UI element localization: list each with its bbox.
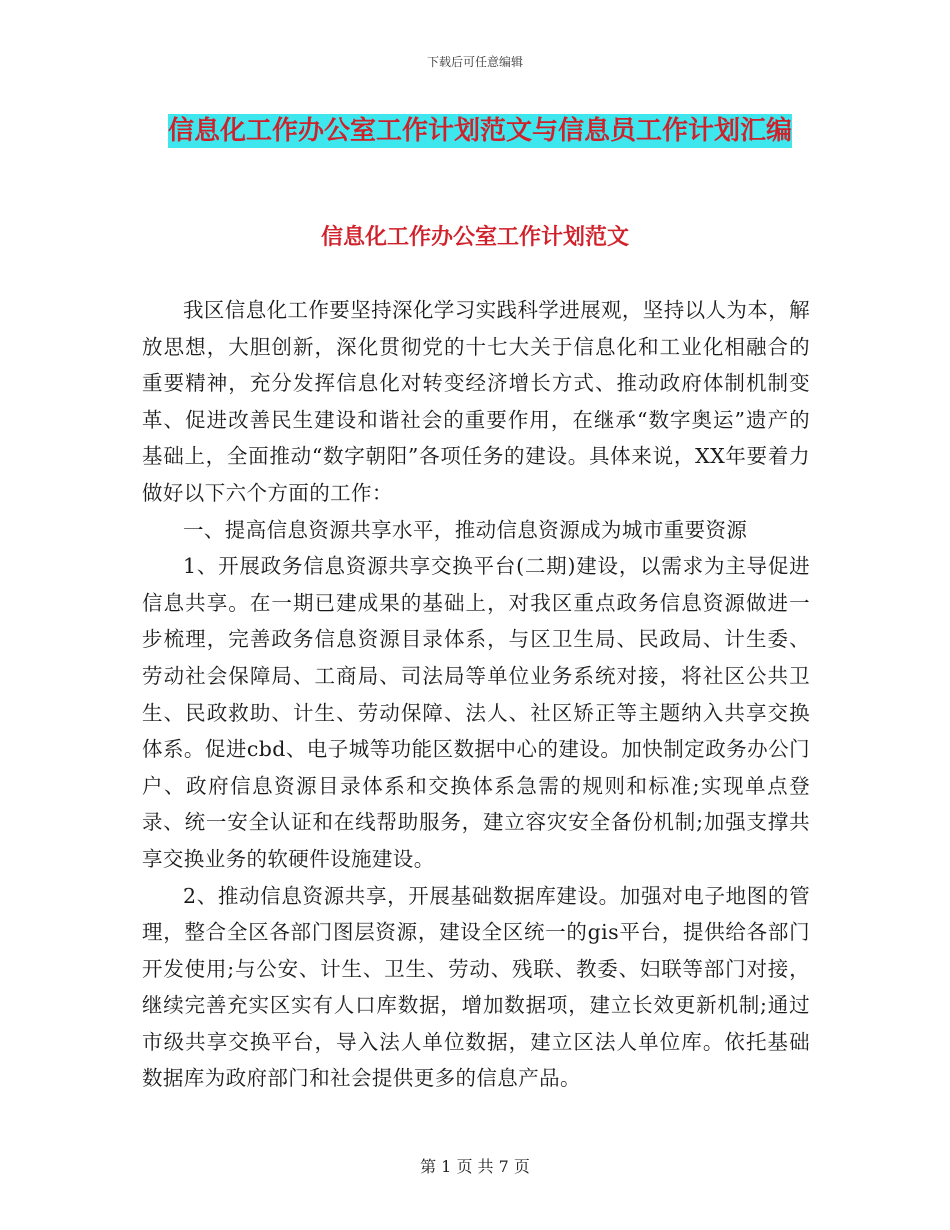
document-title-text: 信息化工作办公室工作计划范文与信息员工作计划汇编: [167, 116, 792, 146]
header-note: 下载后可任意编辑: [426, 55, 523, 69]
paragraph-item-1: 1、开展政务信息资源共享交换平台(二期)建设，以需求为主导促进信息共享。在一期已建成果的基础上，对我区重点政务信息资源做进一步梳理，完善政务信息资源目录体系，与区卫生局、民政局、计生委、劳动社会保障局、工商局、司法局等单位业务系统对接，将社区公共卫生、民政救助、计生、劳动保障、法人、社区矫正等主题纳入共享交换体系。促进cbd、电子城等功能区数据中心的建设。加快制定政务办公门户、政府信息资源目录体系和交换体系急需的规则和标准;实现单点登录、统一安全认证和在线帮助服务，建立容灾安全备份机制;加强支撑共享交换业务的软硬件设施建设。: [142, 554, 810, 871]
document-title: [150, 110, 810, 153]
paragraph-item-2: 2、推动信息资源共享，开展基础数据库建设。加强对电子地图的管理，整合全区各部门图层资源，建设全区统一的gis平台，提供给各部门开发使用;与公安、计生、卫生、劳动、残联、教委、妇联等部门对接，继续完善充实区实有人口库数据，增加数据项，建立长效更新机制;通过市级共享交换平台，导入法人单位数据，建立区法人单位库。依托基础数据库为政府部门和社会提供更多的信息产品。: [142, 883, 810, 1091]
section-title: 信息化工作办公室工作计划范文: [320, 225, 629, 250]
page-footer: 第 1 页 共 7 页: [420, 1157, 530, 1176]
paragraph-intro: 我区信息化工作要坚持深化学习实践科学进展观，坚持以人为本，解放思想，大胆创新，深化贯彻党的十七大关于信息化和工业化相融合的重要精神，充分发挥信息化对转变经济增长方式、推动政府体制机制变革、促进改善民生建设和谐社会的重要作用，在继承“数字奥运”遗产的基础上，全面推动“数字朝阳”各项任务的建设。具体来说，XX年要着力做好以下六个方面的工作：: [142, 298, 810, 505]
document-body: [142, 292, 810, 1097]
paragraph-heading-1: 一、提高信息资源共享水平，推动信息资源成为城市重要资源: [183, 517, 748, 542]
